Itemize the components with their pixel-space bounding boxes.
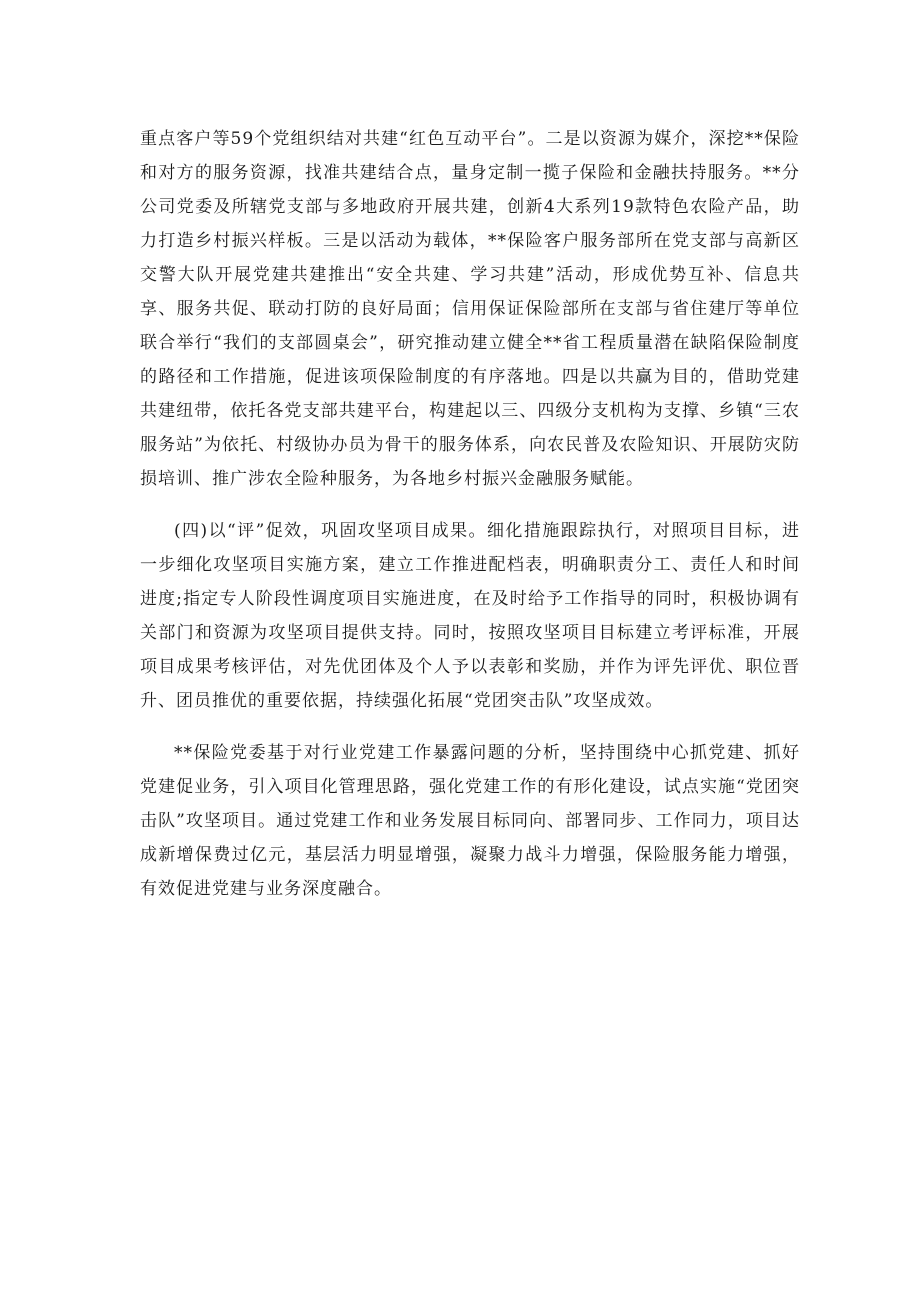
paragraph-party-building-cooperation: 重点客户等59个党组织结对共建“红色互动平台”。二是以资源为媒介，深挖**保险和对方的服务资源，找准共建结合点，量身定制一揽子保险和金融扶持服务。**分公司党委及所辖党支部与多地政府开展共建，创新4大系列19款特色农险产品，助力打造乡村振兴样板。三是以活动为载体，**保险客户服务部所在党支部与高新区交警大队开展党建共建推出“安全共建、学习共建”活动，形成优势互补、信息共享、服务共促、联动打防的良好局面；信用保证保险部所在支部与省住建厅等单位联合举行“我们的支部圆桌会”，研究推动建立健全**省工程质量潜在缺陷保险制度的路径和工作措施，促进该项保险制度的有序落地。四是以共赢为目的，借助党建共建纽带，依托各党支部共建平台，构建起以三、四级分支机构为支撑、乡镇“三农服务站”为依托、村级协办员为骨干的服务体系，向农民普及农险知识、开展防灾防损培训、推广涉农全险种服务，为各地乡村振兴金融服务赋能。 bbox=[140, 129, 800, 489]
document-body bbox=[140, 122, 800, 906]
paragraph-evaluation-section: (四)以“评”促效，巩固攻坚项目成果。细化措施跟踪执行，对照项目目标，进一步细化攻坚项目实施方案，建立工作推进配档表，明确职责分工、责任人和时间进度;指定专人阶段性调度项目实施进度，在及时给予工作指导的同时，积极协调有关部门和资源为攻坚项目提供支持。同时，按照攻坚项目目标建立考评标准，开展项目成果考核评估，对先优团体及个人予以表彰和奖励，并作为评先评优、职位晋升、团员推优的重要依据，持续强化拓展“党团突击队”攻坚成效。 bbox=[140, 521, 800, 711]
paragraph-conclusion: **保险党委基于对行业党建工作暴露问题的分析，坚持围绕中心抓党建、抓好党建促业务，引入项目化管理思路，强化党建工作的有形化建设，试点实施“党团突击队”攻坚项目。通过党建工作和业务发展目标同向、部署同步、工作同力，项目达成新增保费过亿元，基层活力明显增强，凝聚力战斗力增强，保险服务能力增强，有效促进党建与业务深度融合。 bbox=[140, 743, 800, 899]
